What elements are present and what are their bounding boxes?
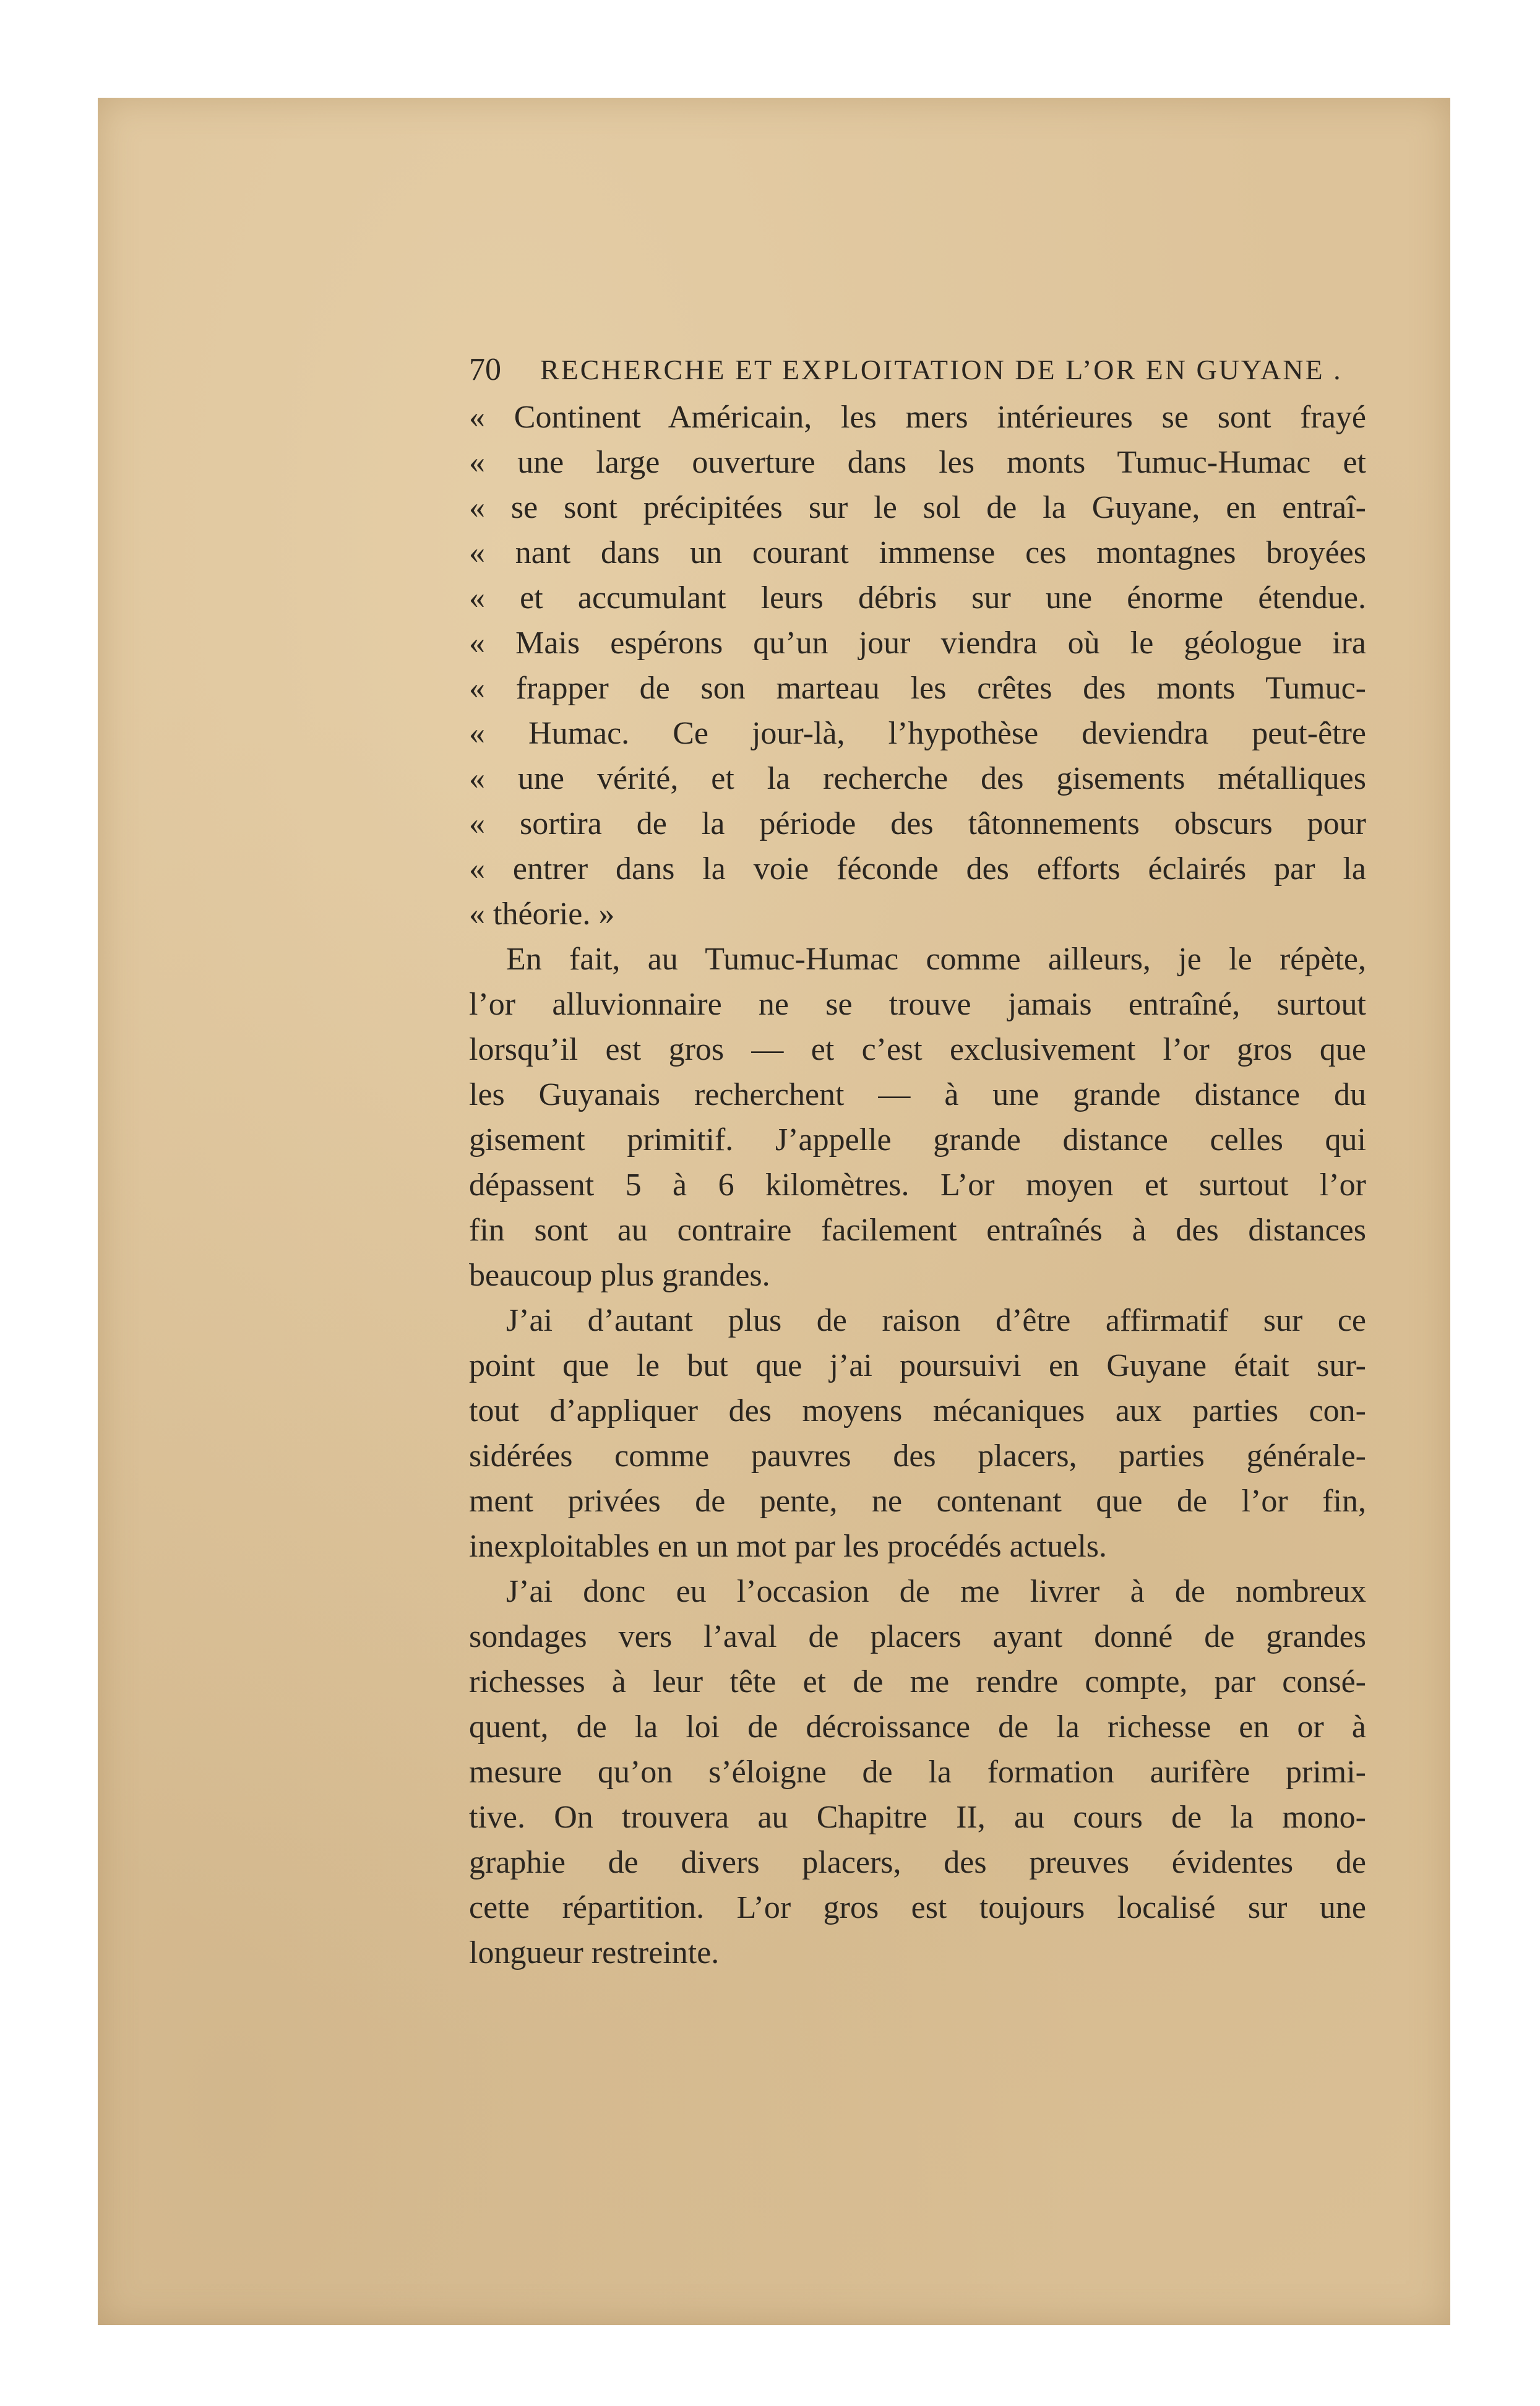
text-line: sidérées comme pauvres des placers, parties générale- [469,1438,1366,1474]
text-line: cette répartition. L’or gros est toujours localisé sur une [469,1890,1366,1925]
page-number: 70 [469,352,501,387]
text-line: « une large ouverture dans les monts Tumuc-Humac et [469,445,1366,480]
text-line: ment privées de pente, ne contenant que de l’or fin, [469,1484,1366,1519]
text-line: fin sont au contraire facilement entraînés à des distances [469,1213,1366,1248]
page-content [376,345,1366,1975]
text-line: beaucoup plus grandes. [469,1258,770,1293]
text-line: « nant dans un courant immense ces montagnes broyées [469,535,1366,570]
text-line: graphie de divers placers, des preuves évidentes de [469,1845,1366,1880]
text-line: « se sont précipitées sur le sol de la Guyane, en entraî- [469,490,1366,525]
paragraph-start-line: J’ai d’autant plus de raison d’être affirmatif sur ce [506,1303,1366,1338]
text-line: richesses à leur tête et de me rendre compte, par consé- [469,1664,1366,1699]
paragraph-start-line: En fait, au Tumuc-Humac comme ailleurs, je le répète, [506,942,1366,977]
running-header [376,345,1366,395]
text-line: « frapper de son marteau les crêtes des monts Tumuc- [469,671,1366,706]
text-line: « Humac. Ce jour-là, l’hypothèse deviendra peut-être [469,716,1366,751]
text-line: « Mais espérons qu’un jour viendra où le géologue ira [469,625,1366,661]
text-line: gisement primitif. J’appelle grande distance celles qui [469,1122,1366,1158]
text-line: « Continent Américain, les mers intérieures se sont frayé [469,400,1366,435]
text-line: « et accumulant leurs débris sur une énorme étendue. [469,580,1366,616]
text-line: les Guyanais recherchent — à une grande distance du [469,1077,1366,1112]
running-title: RECHERCHE ET EXPLOITATION DE L’OR EN GUYANE . [540,354,1343,385]
text-line: « une vérité, et la recherche des gisements métalliques [469,761,1366,796]
body-text [376,395,1366,1975]
text-line: l’or alluvionnaire ne se trouve jamais entraîné, surtout [469,987,1366,1022]
text-line: inexploitables en un mot par les procédés actuels. [469,1529,1108,1564]
text-line: point que le but que j’ai poursuivi en Guyane était sur- [469,1348,1366,1383]
text-line: longueur restreinte. [469,1935,720,1970]
text-line: lorsqu’il est gros — et c’est exclusivement l’or gros que [469,1032,1366,1067]
paragraph-start-line: J’ai donc eu l’occasion de me livrer à de nombreux [506,1574,1366,1609]
text-line: « entrer dans la voie féconde des efforts éclairés par la [469,851,1366,887]
scanned-page [98,98,1450,2325]
text-line: « théorie. » [469,896,615,932]
text-line: dépassent 5 à 6 kilomètres. L’or moyen et surtout l’or [469,1167,1366,1203]
text-line: tout d’appliquer des moyens mécaniques aux parties con- [469,1393,1366,1429]
text-line: sondages vers l’aval de placers ayant donné de grandes [469,1619,1366,1654]
text-line: « sortira de la période des tâtonnements obscurs pour [469,806,1366,841]
text-line: quent, de la loi de décroissance de la richesse en or à [469,1709,1366,1745]
text-line: tive. On trouvera au Chapitre II, au cours de la mono- [469,1800,1366,1835]
text-line: mesure qu’on s’éloigne de la formation aurifère primi- [469,1755,1366,1790]
